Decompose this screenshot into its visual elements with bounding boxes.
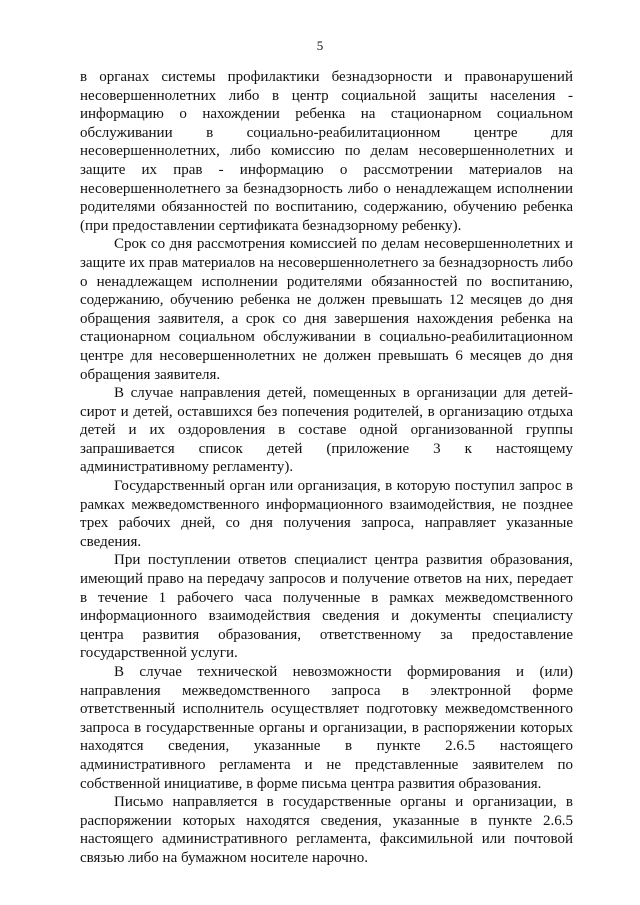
paragraph-specialist-transfer: При поступлении ответов специалист центра развития образования, имеющий право на передачу запросов и получение ответов на них, передает в течение 1 рабочего часа полученные в рамках межведомственного информационного взаимодействия сведения и документы специалисту центра развития образования, ответственному за предоставление государственной услуги. [80, 552, 573, 662]
paragraph-technical-impossibility: В случае технической невозможности формирования и (или) направления межведомственного запроса в электронной форме ответственный исполнитель осуществляет подготовку межведомственного запроса в государственные органы и организации, в распоряжении которых находятся сведения, указанные в пункте 2.6.5 настоящего административного регламента и не представленные заявителем по собственной инициативе, в форме письма центра развития образования. [80, 664, 573, 792]
paragraph-letter-delivery: Письмо направляется в государственные органы и организации, в распоряжении которых находятся сведения, указанные в пункте 2.6.5 настоящего административного регламента, факсимильной или почтовой связью либо на бумажном носителе нарочно. [80, 794, 573, 866]
paragraph-orphan-group: В случае направления детей, помещенных в организации для детей-сирот и детей, оставшихся без попечения родителей, в организацию отдыха детей и их оздоровления в составе одной организованной группы запрашивается список детей (приложение 3 к настоящему административному регламенту). [80, 385, 573, 476]
paragraph-continuation: в органах системы профилактики безнадзорности и правонарушений несовершеннолетних либо в центр социальной защиты населения - информацию о нахождении ребенка на стационарном социальном обслуживании в социально-реабилитационном центре для несовершеннолетних, либо комиссию по делам несовершеннолетних и защите их прав - информацию о рассмотрении материалов на несовершеннолетнего за безнадзорность либо о ненадлежащем исполнении родителями обязанностей по воспитанию, содержанию, обучению ребенка (при предоставлении сертификата безнадзорному ребенку). [80, 69, 573, 234]
paragraph-agency-response: Государственный орган или организация, в которую поступил запрос в рамках межведомственного информационного взаимодействия, не позднее трех рабочих дней, со дня получения запроса, направляет указанные сведения. [80, 478, 573, 550]
page-number: 5 [316, 38, 324, 53]
document-body [80, 68, 573, 868]
paragraph-term-limits: Срок со дня рассмотрения комиссией по делам несовершеннолетних и защите их прав материалов на несовершеннолетнего за безнадзорность либо о ненадлежащем исполнении родителями обязанностей по воспитанию, содержанию, обучению ребенка не должен превышать 12 месяцев до дня обращения заявителя, а срок со дня завершения нахождения ребенка на стационарном социальном обслуживании в социально-реабилитационном центре для несовершеннолетних не должен превышать 6 месяцев до дня обращения заявителя. [80, 236, 573, 383]
